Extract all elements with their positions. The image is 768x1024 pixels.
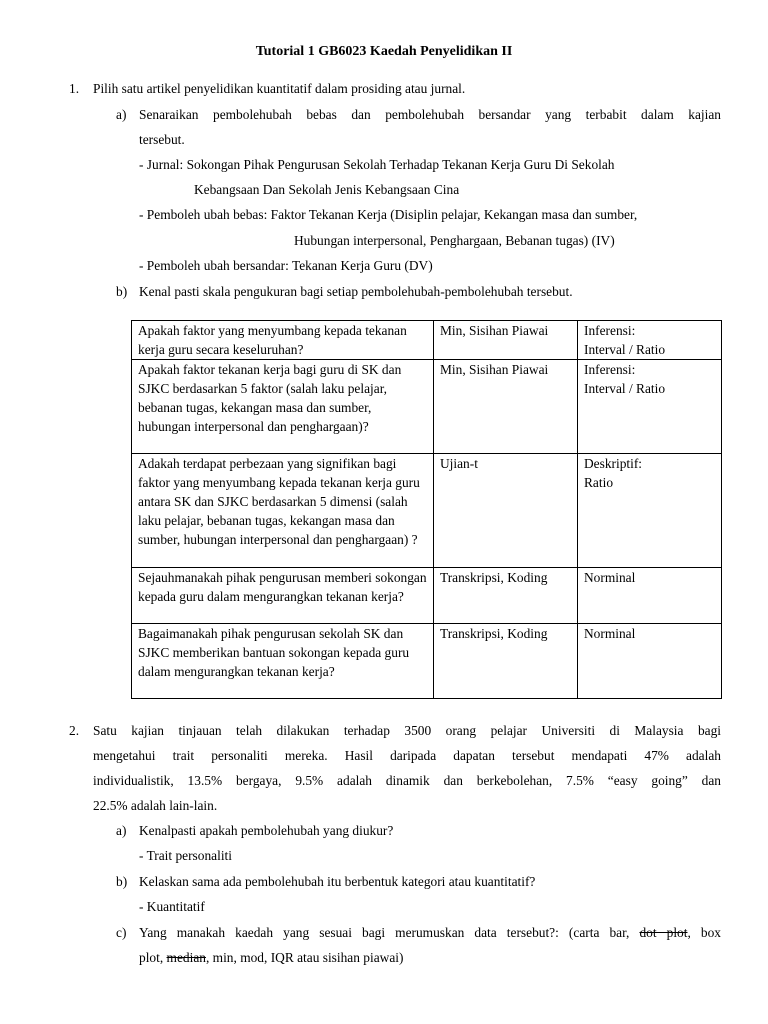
- q1a-text-line2: tersebut.: [139, 132, 185, 147]
- q2b-answer: - Kuantitatif: [139, 899, 205, 914]
- q2c-text-line2: plot, median, min, mod, IQR atau sisihan piawai): [139, 950, 404, 965]
- table-cell-question: Apakah faktor tekanan kerja bagi guru di SK dan SJKC berdasarkan 5 faktor (salah laku pelajar, bebanan tugas, kekangan masa dan sumber, hubungan interpersonal dan penghargaan)?: [132, 360, 434, 454]
- q1a-text-line1: Senaraikan pembolehubah bebas dan pembolehubah bersandar yang terbabit dalam kajian: [139, 107, 721, 122]
- q1a-label: a): [116, 107, 127, 122]
- q1-text: Pilih satu artikel penyelidikan kuantitatif dalam prosiding atau jurnal.: [93, 81, 466, 96]
- table-row: [132, 454, 722, 568]
- q2-number: 2.: [69, 723, 80, 738]
- struck-option-dot-plot: dot plot: [639, 925, 688, 940]
- table-cell-method: Transkripsi, Koding: [434, 568, 578, 624]
- pemboleh-ubah-bebas-line2: Hubungan interpersonal, Penghargaan, Bebanan tugas) (IV): [294, 233, 615, 248]
- table-cell-method: Transkripsi, Koding: [434, 624, 578, 699]
- jurnal-line2: Kebangsaan Dan Sekolah Jenis Kebangsaan Cina: [194, 182, 460, 197]
- jurnal-line1: - Jurnal: Sokongan Pihak Pengurusan Sekolah Terhadap Tekanan Kerja Guru Di Sekolah: [139, 157, 615, 172]
- q2-text-line2: mengetahui trait personaliti mereka. Hasil daripada dapatan tersebut mendapati 47% adalah: [93, 748, 721, 763]
- q2c-text-line1: Yang manakah kaedah yang sesuai bagi merumuskan data tersebut?: (carta bar, dot plot, box: [139, 925, 721, 940]
- table-row: [132, 321, 722, 360]
- table-cell-scale: Norminal: [578, 624, 722, 699]
- table-row: [132, 360, 722, 454]
- table-row: [132, 624, 722, 699]
- q2a-label: a): [116, 823, 127, 838]
- q2-text-line3: individualistik, 13.5% bergaya, 9.5% adalah dinamik dan berkebolehan, 7.5% “easy going” dan: [93, 773, 721, 788]
- table-cell-scale: Inferensi: Interval / Ratio: [578, 360, 722, 454]
- table-cell-method: Min, Sisihan Piawai: [434, 360, 578, 454]
- q1-number: 1.: [69, 81, 80, 96]
- page-title: Tutorial 1 GB6023 Kaedah Penyelidikan II: [255, 44, 513, 59]
- q1b-text: Kenal pasti skala pengukuran bagi setiap pembolehubah-pembolehubah tersebut.: [139, 284, 573, 299]
- table-row: [132, 568, 722, 624]
- table-cell-question: Sejauhmanakah pihak pengurusan memberi sokongan kepada guru dalam mengurangkan tekanan kerja?: [132, 568, 434, 624]
- table-cell-scale: Inferensi: Interval / Ratio: [578, 321, 722, 360]
- q2-text-line4: 22.5% adalah lain-lain.: [93, 798, 218, 813]
- table-cell-question: Adakah terdapat perbezaan yang signifikan bagi faktor yang menyumbang kepada tekanan kerja guru antara SK dan SJKC berdasarkan 5 dimensi (salah laku pelajar, bebanan tugas, kekangan masa dan sumber, hubungan interpersonal dan penghargaan) ?: [132, 454, 434, 568]
- pemboleh-ubah-bebas-line1: - Pemboleh ubah bebas: Faktor Tekanan Kerja (Disiplin pelajar, Kekangan masa dan sumber,: [139, 207, 638, 222]
- struck-option-median: median: [166, 950, 206, 965]
- q2a-text: Kenalpasti apakah pembolehubah yang diukur?: [139, 823, 394, 838]
- q1b-label: b): [116, 284, 128, 299]
- measurement-table: [131, 320, 722, 699]
- q2-text-line1: Satu kajian tinjauan telah dilakukan terhadap 3500 orang pelajar Universiti di Malaysia bagi: [93, 723, 721, 738]
- q2c-label: c): [116, 925, 127, 940]
- table-cell-scale: Deskriptif: Ratio: [578, 454, 722, 568]
- table-cell-method: Min, Sisihan Piawai: [434, 321, 578, 360]
- pemboleh-ubah-bersandar: - Pemboleh ubah bersandar: Tekanan Kerja Guru (DV): [139, 258, 433, 273]
- q2a-answer: - Trait personaliti: [139, 848, 232, 863]
- table-cell-question: Apakah faktor yang menyumbang kepada tekanan kerja guru secara keseluruhan?: [132, 321, 434, 360]
- q2b-label: b): [116, 874, 128, 889]
- table-cell-method: Ujian-t: [434, 454, 578, 568]
- table-cell-scale: Norminal: [578, 568, 722, 624]
- q2b-text: Kelaskan sama ada pembolehubah itu berbentuk kategori atau kuantitatif?: [139, 874, 536, 889]
- table-cell-question: Bagaimanakah pihak pengurusan sekolah SK dan SJKC memberikan bantuan sokongan kepada guru dalam mengurangkan tekanan kerja?: [132, 624, 434, 699]
